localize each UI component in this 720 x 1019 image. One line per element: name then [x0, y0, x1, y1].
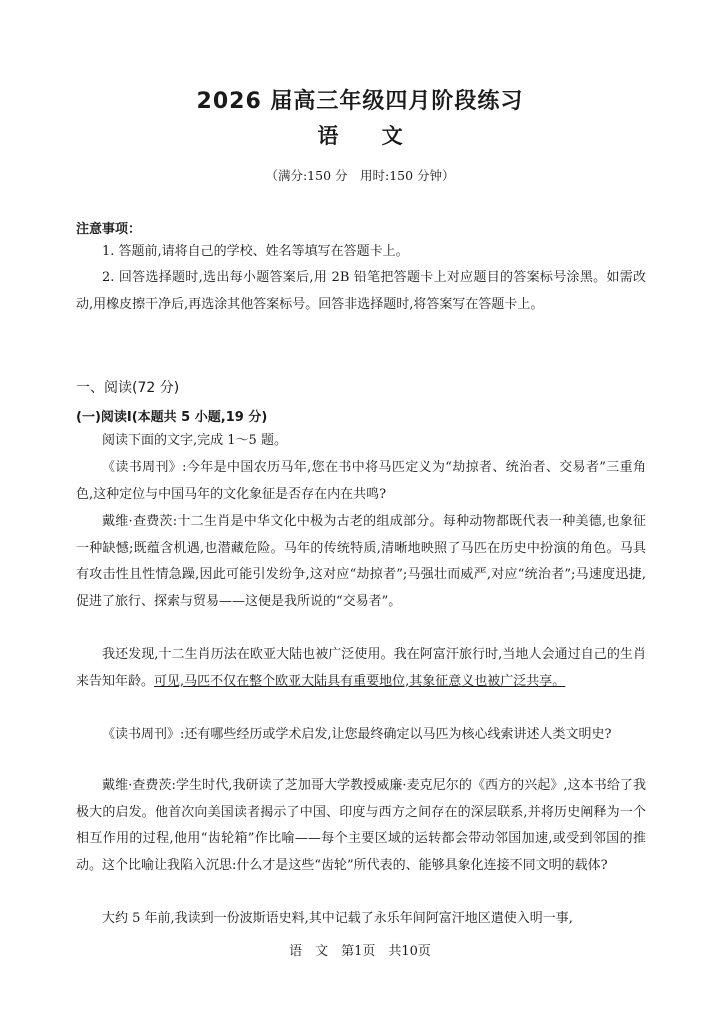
page-footer: 语 文 第1页 共10页: [289, 944, 431, 959]
passage-paragraph-4: 《读书周刊》:还有哪些经历或学术启发,让您最终确定以马匹为核心线索讲述人类文明史?: [102, 727, 612, 742]
passage-paragraph-6: 大约 5 年前,我读到一份波斯语史料,其中记载了永乐年间阿富汗地区遣使入明一事,: [102, 911, 573, 926]
notice-item-2: 2. 回答选择题时,选出每小题答案后,用 2B 铅笔把答题卡上对应题目的答案标号涂黑。如需改动,用橡皮擦干净后,再选涂其他答案标号。回答非选择题时,将答案写在答题卡上。: [76, 270, 646, 312]
passage-paragraph-2: 戴维·查费茨:十二生肖是中华文化中极为古老的组成部分。每种动物都既代表一种美德,也象征一种缺憾;既蕴含机遇,也潜藏危险。马年的传统特质,清晰地映照了马匹在历史中扮演的角色。马具有攻击性且性情急躁,因此可能引发纷争,这对应“劫掠者”;马强壮而威严,对应“统治者”;马速度迅捷,促进了旅行、探索与贸易——这便是我所说的“交易者”。: [76, 514, 646, 609]
passage-paragraph-5: 戴维·查费茨:学生时代,我研读了芝加哥大学教授威廉·麦克尼尔的《西方的兴起》,这本书给了我极大的启发。他首次向美国读者揭示了中国、印度与西方之间存在的深层联系,并将历史阐释为一个相互作用的过程,他用“齿轮箱”作比喻——每个主要区域的运转都会带动邻国加速,或受到邻国的推动。这个比喻让我陷入沉思:什么才是这些“齿轮”所代表的、能够具象化连接不同文明的载体?: [76, 778, 646, 873]
subject-title: 语 文: [317, 124, 421, 148]
passage-paragraph-3: [76, 642, 646, 695]
subsection-title: (一)阅读Ⅰ(本题共 5 小题,19 分): [76, 410, 268, 425]
instruction: 阅读下面的文字,完成 1～5 题。: [102, 433, 287, 448]
notice-label: 注意事项：: [76, 222, 142, 237]
passage-paragraph-1: 《读书周刊》:今年是中国农历马年,您在书中将马匹定义为“劫掠者、统治者、交易者”三重角色,这种定位与中国马年的文化象征是否存在内在共鸣?: [76, 460, 646, 502]
notice-item-1: 1. 答题前,请将自己的学校、姓名等填写在答题卡上。: [102, 244, 409, 259]
underlined-sentence: 可见,马匹不仅在整个欧亚大陆具有重要地位,其象征意义也被广泛共享。: [154, 673, 566, 689]
exam-title: 2026 届高三年级四月阶段练习: [196, 89, 524, 114]
score-info: （满分:150 分 用时:150 分钟）: [265, 168, 455, 183]
paragraph-3-text: 我还发现,十二生肖历法在欧亚大陆也被广泛使用。我在阿富汗旅行时,当地人会通过自己的生肖来告知年龄。: [76, 647, 646, 689]
section-title: 一、阅读(72 分): [76, 380, 180, 396]
